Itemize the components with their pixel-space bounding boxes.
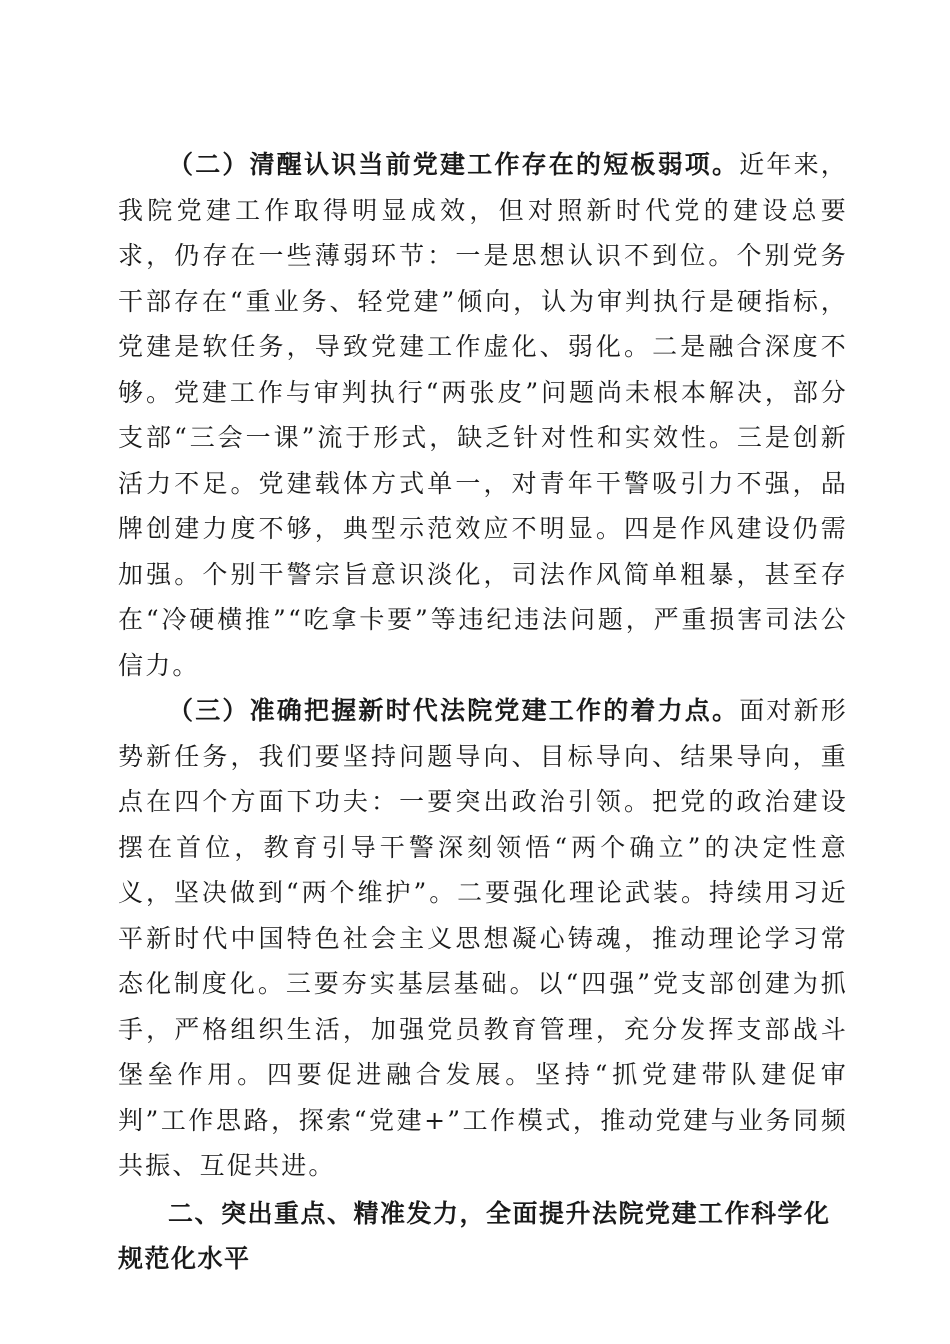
paragraph-lead: （二）清醒认识当前党建工作存在的短板弱项。: [168, 150, 740, 179]
paragraph-body: 面对新形势新任务，我们要坚持问题导向、目标导向、结果导向，重点在四个方面下功夫：一要突出政治引领。把党的政治建设摆在首位，教育引导干警深刻领悟“两个确立”的决定性意义，坚决做到“两个维护”。二要强化理论武装。持续用习近平新时代中国特色社会主义思想凝心铸魂，推动理论学习常态化制度化。三要夯实基层基础。以“四强”党支部创建为抓手，严格组织生活，加强党员教育管理，充分发挥支部战斗堡垒作用。四要促进融合发展。坚持“抓党建带队建促审判”工作思路，探索“党建+”工作模式，推动党建与业务同频共振、互促共进。: [118, 696, 849, 1180]
paragraph-body: 近年来，我院党建工作取得明显成效，但对照新时代党的建设总要求，仍存在一些薄弱环节：一是思想认识不到位。个别党务干部存在“重业务、轻党建”倾向，认为审判执行是硬指标，党建是软任务，导致党建工作虚化、弱化。二是融合深度不够。党建工作与审判执行“两张皮”问题尚未根本解决，部分支部“三会一课”流于形式，缺乏针对性和实效性。三是创新活力不足。党建载体方式单一，对青年干警吸引力不强，品牌创建力度不够，典型示范效应不明显。四是作风建设仍需加强。个别干警宗旨意识淡化，司法作风简单粗暴，甚至存在“冷硬横推”“吃拿卡要”等违纪违法问题，严重损害司法公信力。: [118, 150, 849, 680]
document-page: [118, 142, 848, 1282]
section-heading: 二、突出重点、精准发力，全面提升法院党建工作科学化规范化水平: [118, 1198, 831, 1273]
paragraph-lead: （三）准确把握新时代法院党建工作的着力点。: [168, 696, 740, 725]
paragraph-focus-points: [118, 688, 848, 1189]
paragraph-shortcomings: [118, 142, 848, 688]
